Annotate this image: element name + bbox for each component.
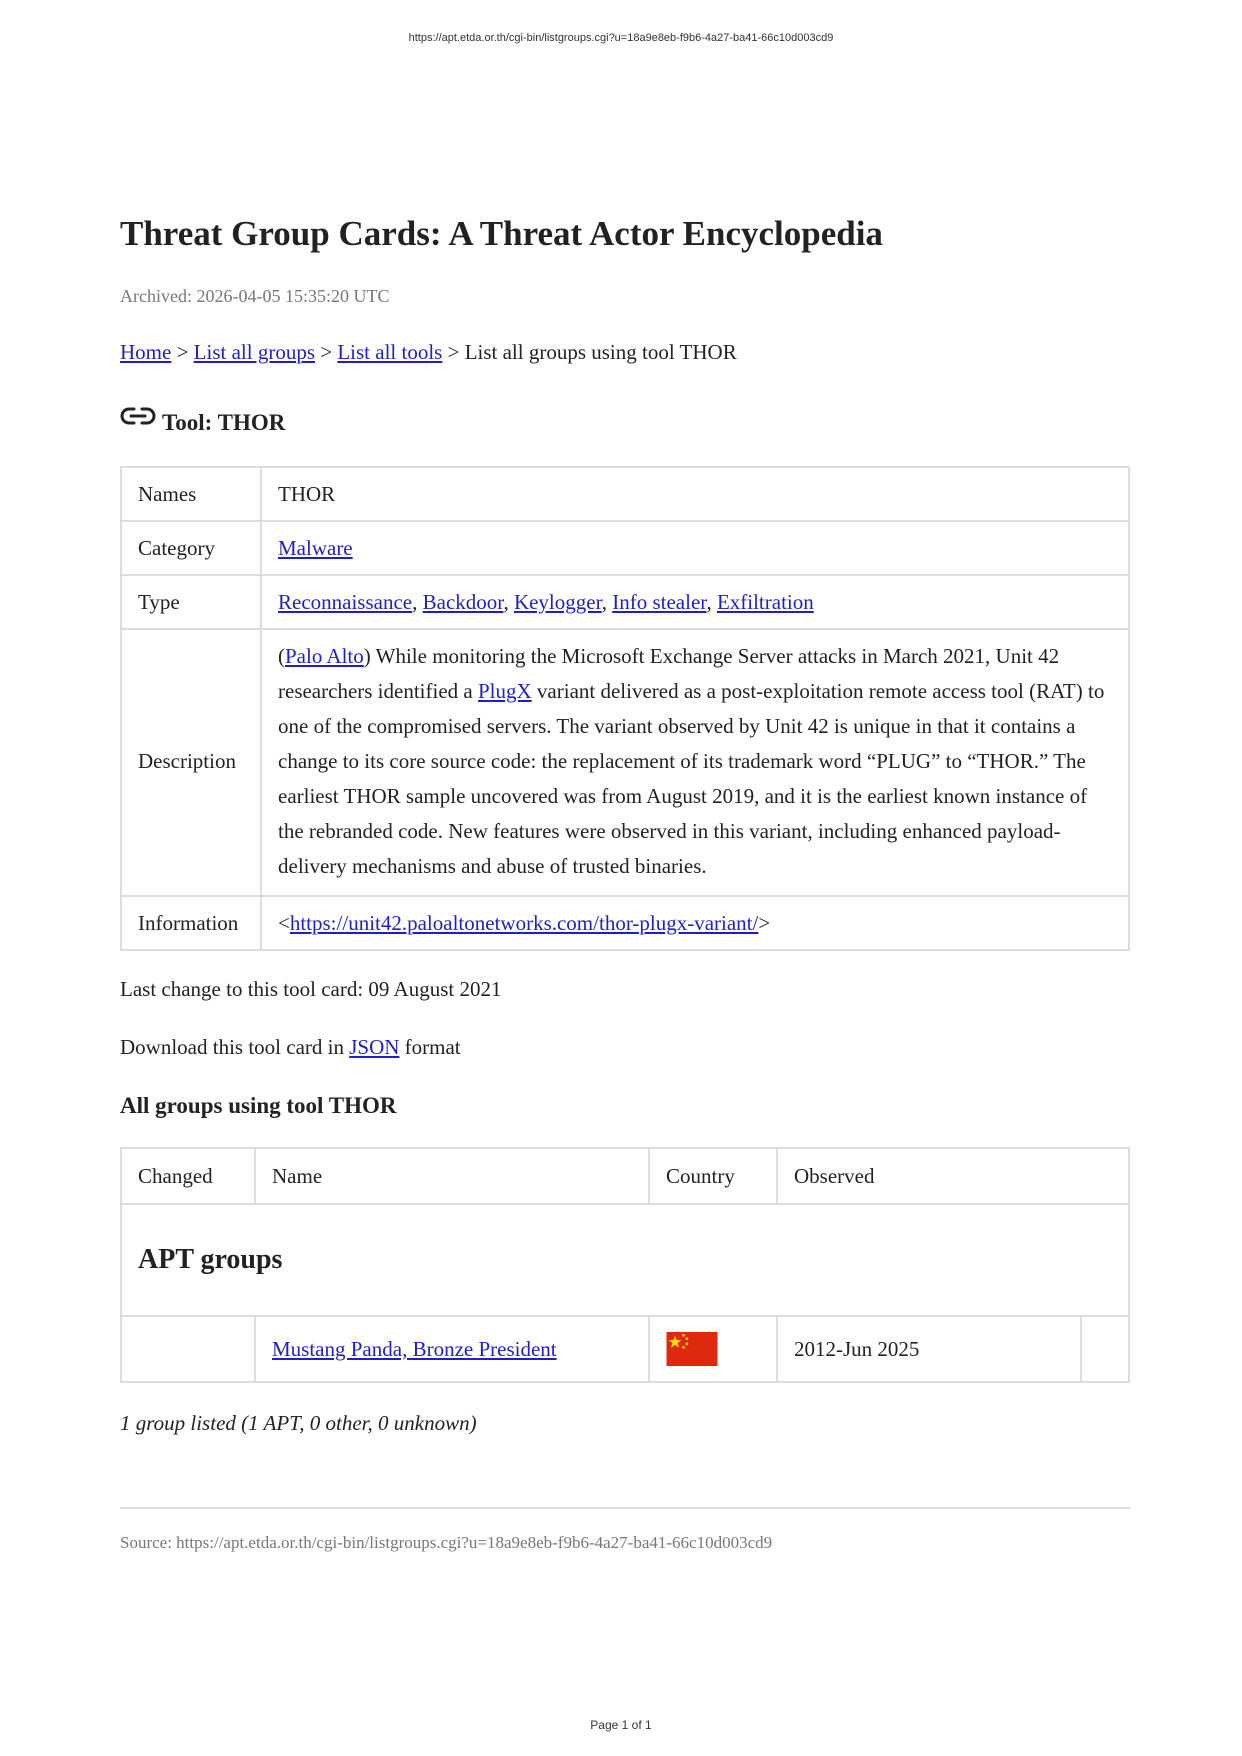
- tool-card-table: [120, 466, 1130, 951]
- description-plugx-link[interactable]: PlugX: [477, 679, 532, 703]
- category-cell: [261, 521, 1129, 575]
- type-link-reconnaissance[interactable]: Reconnaissance: [278, 589, 413, 614]
- download-line: [120, 1033, 1130, 1061]
- download-suffix: format: [399, 1035, 461, 1059]
- group-changed-cell: [121, 1316, 255, 1382]
- source-line: Source: https://apt.etda.or.th/cgi-bin/listgroups.cgi?u=18a9e8eb-f9b6-4a27-ba41-66c10d003cd9: [120, 1533, 773, 1552]
- print-header-url: https://apt.etda.or.th/cgi-bin/listgroups.cgi?u=18a9e8eb-f9b6-4a27-ba41-66c10d003cd9: [408, 32, 834, 44]
- groups-heading: All groups using tool THOR: [120, 1093, 397, 1118]
- page-title: Threat Group Cards: A Threat Actor Encyclopedia: [120, 214, 883, 253]
- last-change-text: Last change to this tool card: 09 August 2021: [120, 977, 502, 1001]
- tool-heading-text: Tool: THOR: [162, 410, 286, 435]
- description-cell: [261, 629, 1129, 896]
- description-source-link[interactable]: Palo Alto: [285, 644, 364, 668]
- info-open-bracket: <: [278, 910, 290, 935]
- type-separator: ,: [503, 589, 514, 614]
- information-link[interactable]: https://unit42.paloaltonetworks.com/thor-plugx-variant/: [289, 910, 759, 935]
- breadcrumb-separator: >: [442, 340, 465, 364]
- type-label: Type: [121, 575, 261, 629]
- breadcrumb: [120, 338, 1130, 366]
- group-country-cell: [649, 1316, 777, 1382]
- information-row: [121, 896, 1129, 950]
- info-close-bracket: >: [758, 910, 771, 935]
- tool-heading: [120, 402, 1130, 438]
- archived-timestamp: Archived: 2026-04-05 15:35:20 UTC: [120, 286, 390, 306]
- description-text-part2: variant delivered as a post-exploitation remote access tool (RAT) to one of the compromised servers. The variant observed by Unit 42 is unique in that it contains a change to its core source code: the replacement of its trademark word “PLUG” to “THOR.” The earliest THOR sample uncovered was from August 2019, and it is the earliest known instance of the rebranded code. New features were observed in this variant, including enhanced payload-delivery mechanisms and abuse of trusted binaries.: [278, 679, 1105, 878]
- column-header-changed: Changed: [121, 1148, 255, 1204]
- description-text-part1: ) While monitoring the Microsoft Exchange Server attacks in March 2021, Unit 42 researchers identified a: [278, 644, 1060, 703]
- breadcrumb-all-tools-link[interactable]: List all tools: [337, 340, 443, 364]
- breadcrumb-all-groups-link[interactable]: List all groups: [193, 340, 315, 364]
- main-content: [120, 212, 1130, 1555]
- breadcrumb-current: List all groups using tool THOR: [464, 340, 737, 364]
- type-separator: ,: [412, 589, 423, 614]
- type-separator: ,: [706, 589, 717, 614]
- group-observed-cell: 2012-Jun 2025: [777, 1316, 1081, 1382]
- category-row: [121, 521, 1129, 575]
- group-extra-cell: [1081, 1316, 1129, 1382]
- names-label: Names: [121, 467, 261, 521]
- type-separator: ,: [601, 589, 613, 614]
- link-icon: [120, 404, 156, 428]
- description-label: Description: [121, 629, 261, 896]
- information-label: Information: [121, 896, 261, 950]
- table-row: [121, 1316, 1129, 1382]
- divider: [120, 1507, 1130, 1509]
- type-link-exfiltration[interactable]: Exfiltration: [716, 589, 814, 614]
- category-label: Category: [121, 521, 261, 575]
- type-link-info-stealer[interactable]: Info stealer: [612, 589, 707, 614]
- group-name-cell: [255, 1316, 649, 1382]
- information-cell: [261, 896, 1129, 950]
- groups-table: [120, 1147, 1130, 1383]
- description-row: [121, 629, 1129, 896]
- description-open-paren: (: [278, 644, 285, 668]
- breadcrumb-home-link[interactable]: Home: [120, 340, 172, 364]
- category-link[interactable]: Malware: [278, 535, 353, 560]
- group-name-link[interactable]: Mustang Panda, Bronze President: [272, 1336, 557, 1361]
- download-prefix: Download this tool card in: [120, 1035, 350, 1059]
- page-number: Page 1 of 1: [590, 1718, 652, 1732]
- breadcrumb-separator: >: [315, 340, 338, 364]
- type-cell: [261, 575, 1129, 629]
- type-link-keylogger[interactable]: Keylogger: [513, 589, 602, 614]
- type-row: [121, 575, 1129, 629]
- groups-summary: 1 group listed (1 APT, 0 other, 0 unknown): [120, 1411, 477, 1435]
- apt-groups-section-title: APT groups: [121, 1204, 1129, 1316]
- type-link-backdoor[interactable]: Backdoor: [422, 589, 504, 614]
- column-header-name: Name: [255, 1148, 649, 1204]
- china-flag-icon: [666, 1332, 718, 1366]
- groups-table-header: [121, 1148, 1129, 1204]
- column-header-observed: Observed: [777, 1148, 1129, 1204]
- names-row: [121, 467, 1129, 521]
- names-value: THOR: [261, 467, 1129, 521]
- breadcrumb-separator: >: [171, 340, 194, 364]
- column-header-country: Country: [649, 1148, 777, 1204]
- json-download-link[interactable]: JSON: [349, 1035, 400, 1059]
- apt-groups-section-row: [121, 1204, 1129, 1316]
